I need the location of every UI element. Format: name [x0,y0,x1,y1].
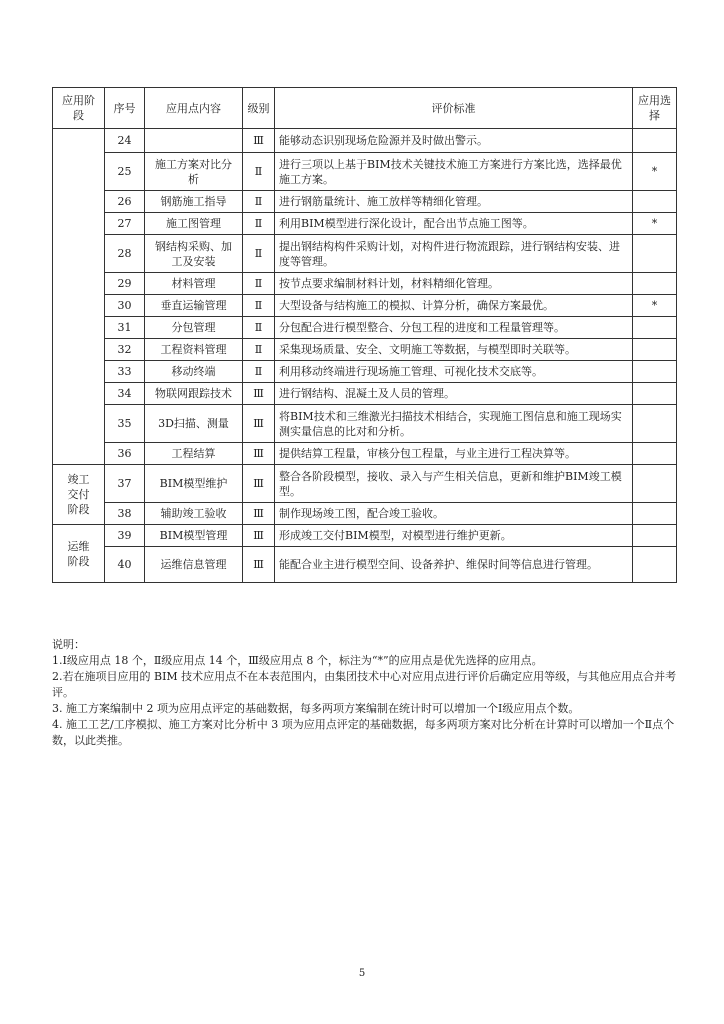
table-row [53,525,677,547]
level-cell: Ⅲ [243,383,275,405]
table-row [53,383,677,405]
table-row [53,235,677,273]
note-item: 3. 施工方案编制中 2 项为应用点评定的基础数据，每多两项方案编制在统计时可以增加一个Ⅰ级应用点个数。 [52,702,580,715]
criteria-cell: 提供结算工程量，审核分包工程量，与业主进行工程决算等。 [275,443,633,465]
criteria-cell: 利用BIM模型进行深化设计，配合出节点施工图等。 [275,213,633,235]
content-cell: 施工图管理 [145,213,243,235]
level-cell: Ⅱ [243,295,275,317]
table-row [53,547,677,583]
note-item: 4. 施工工艺/工序模拟、施工方案对比分析中 3 项为应用点评定的基础数据，每多两项方案对比分析在计算时可以增加一个Ⅱ点个数，以此类推。 [52,718,675,747]
stage-cell: 运维阶段 [53,525,105,583]
criteria-cell: 进行钢筋量统计、施工放样等精细化管理。 [275,191,633,213]
selection-cell [633,383,677,405]
content-cell: 辅助竣工验收 [145,503,243,525]
criteria-cell: 进行三项以上基于BIM技术关键技术施工方案进行方案比选，选择最优施工方案。 [275,153,633,191]
table-row [53,129,677,153]
bim-application-table [52,87,677,583]
selection-cell [633,129,677,153]
selection-cell [633,191,677,213]
selection-cell [633,317,677,339]
number-cell: 40 [105,547,145,583]
table-row [53,153,677,191]
level-cell: Ⅱ [243,153,275,191]
number-cell: 27 [105,213,145,235]
table-row [53,503,677,525]
note-item: 2.若在施项目应用的 BIM 技术应用点不在本表范围内，由集团技术中心对应用点进行评价后确定应用等级，与其他应用点合并考评。 [52,670,677,699]
table-row [53,361,677,383]
content-cell: 工程资料管理 [145,339,243,361]
selection-cell [633,525,677,547]
criteria-cell: 形成竣工交付BIM模型，对模型进行维护更新。 [275,525,633,547]
selection-cell: * [633,213,677,235]
number-cell: 36 [105,443,145,465]
header-number: 序号 [105,88,145,129]
stage-cell: 竣工交付阶段 [53,465,105,525]
content-cell: 施工方案对比分析 [145,153,243,191]
page-number: 5 [358,968,366,979]
header-stage: 应用阶段 [53,88,105,129]
criteria-cell: 利用移动终端进行现场施工管理、可视化技术交底等。 [275,361,633,383]
notes-section [52,637,682,749]
content-cell: 3D扫描、测量 [145,405,243,443]
number-cell: 38 [105,503,145,525]
number-cell: 33 [105,361,145,383]
level-cell: Ⅱ [243,191,275,213]
number-cell: 32 [105,339,145,361]
level-cell: Ⅱ [243,213,275,235]
content-cell: 钢筋施工指导 [145,191,243,213]
selection-cell [633,405,677,443]
number-cell: 37 [105,465,145,503]
level-cell: Ⅲ [243,503,275,525]
selection-cell [633,361,677,383]
table-row [53,213,677,235]
level-cell: Ⅲ [243,443,275,465]
level-cell: Ⅲ [243,405,275,443]
content-cell: 材料管理 [145,273,243,295]
table-body [53,129,677,583]
level-cell: Ⅲ [243,547,275,583]
number-cell: 30 [105,295,145,317]
table-row [53,295,677,317]
content-cell: 工程结算 [145,443,243,465]
selection-cell [633,503,677,525]
selection-cell [633,235,677,273]
level-cell: Ⅲ [243,465,275,503]
table-row [53,443,677,465]
table-header-row [53,88,677,129]
criteria-cell: 分包配合进行模型整合、分包工程的进度和工程量管理等。 [275,317,633,339]
number-cell: 25 [105,153,145,191]
level-cell: Ⅲ [243,129,275,153]
number-cell: 31 [105,317,145,339]
content-cell: 垂直运输管理 [145,295,243,317]
level-cell: Ⅱ [243,361,275,383]
level-cell: Ⅱ [243,317,275,339]
content-cell: 运维信息管理 [145,547,243,583]
number-cell: 24 [105,129,145,153]
criteria-cell: 按节点要求编制材料计划，材料精细化管理。 [275,273,633,295]
selection-cell [633,547,677,583]
page-content [52,87,676,583]
criteria-cell: 整合各阶段模型，接收、录入与产生相关信息，更新和维护BIM竣工模型。 [275,465,633,503]
content-cell: 物联网跟踪技术 [145,383,243,405]
criteria-cell: 采集现场质量、安全、文明施工等数据，与模型即时关联等。 [275,339,633,361]
selection-cell [633,443,677,465]
selection-cell [633,465,677,503]
selection-cell: * [633,295,677,317]
stage-cell [53,129,105,465]
level-cell: Ⅲ [243,525,275,547]
number-cell: 29 [105,273,145,295]
header-content: 应用点内容 [145,88,243,129]
content-cell: BIM模型管理 [145,525,243,547]
table-row [53,465,677,503]
level-cell: Ⅱ [243,273,275,295]
table-row [53,191,677,213]
criteria-cell: 大型设备与结构施工的模拟、计算分析，确保方案最优。 [275,295,633,317]
criteria-cell: 能够动态识别现场危险源并及时做出警示。 [275,129,633,153]
content-cell: 钢结构采购、加工及安装 [145,235,243,273]
criteria-cell: 制作现场竣工图，配合竣工验收。 [275,503,633,525]
selection-cell: * [633,153,677,191]
criteria-cell: 能配合业主进行模型空间、设备养护、维保时间等信息进行管理。 [275,547,633,583]
number-cell: 26 [105,191,145,213]
header-level: 级别 [243,88,275,129]
notes-title: 说明： [52,638,85,651]
content-cell [145,129,243,153]
table-row [53,273,677,295]
criteria-cell: 提出钢结构构件采购计划，对构件进行物流跟踪，进行钢结构安装、进度等管理。 [275,235,633,273]
table-row [53,339,677,361]
content-cell: 移动终端 [145,361,243,383]
level-cell: Ⅱ [243,235,275,273]
header-selection: 应用选择 [633,88,677,129]
selection-cell [633,273,677,295]
header-criteria: 评价标准 [275,88,633,129]
table-row [53,317,677,339]
number-cell: 39 [105,525,145,547]
criteria-cell: 进行钢结构、混凝土及人员的管理。 [275,383,633,405]
number-cell: 35 [105,405,145,443]
number-cell: 28 [105,235,145,273]
content-cell: BIM模型维护 [145,465,243,503]
content-cell: 分包管理 [145,317,243,339]
selection-cell [633,339,677,361]
number-cell: 34 [105,383,145,405]
note-item: 1.Ⅰ级应用点 18 个，Ⅱ级应用点 14 个，Ⅲ级应用点 8 个，标注为“*”的应用点是优先选择的应用点。 [52,654,543,667]
criteria-cell: 将BIM技术和三维激光扫描技术相结合，实现施工图信息和施工现场实测实量信息的比对和分析。 [275,405,633,443]
table-row [53,405,677,443]
level-cell: Ⅱ [243,339,275,361]
